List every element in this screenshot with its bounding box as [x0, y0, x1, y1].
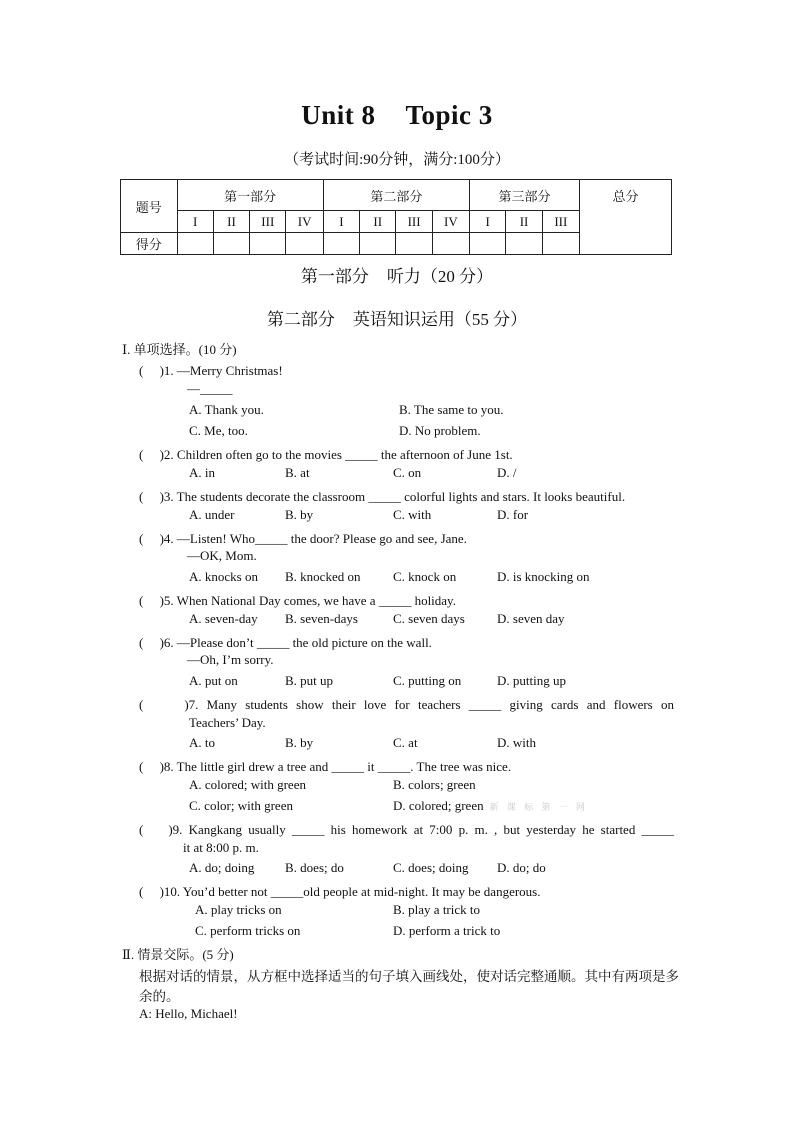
question-8-stem: ( )8. The little girl drew a tree and _____ it _____. The tree was nice. [139, 759, 512, 774]
question-10-option-a: A. play tricks on [195, 902, 282, 917]
part-1-heading: Ⅰ. 单项选择。(10 分) [122, 342, 237, 357]
question-1-option-d: D. No problem. [399, 423, 481, 438]
question-9-option-a: A. do; doing [189, 860, 255, 875]
question-1-line2: —_____ [187, 381, 233, 396]
question-6-stem: ( )6. —Please don’t _____ the old picture on the wall. [139, 635, 432, 650]
question-9-option-b: B. does; do [285, 860, 344, 875]
question-7-option-c: C. at [393, 735, 418, 750]
score-table-part3: 第三部分 [470, 180, 580, 211]
question-6-option-d: D. putting up [497, 673, 566, 688]
question-7-option-d: D. with [497, 735, 536, 750]
score-cell [323, 233, 359, 255]
question-4-option-b: B. knocked on [285, 569, 361, 584]
section-2-title: 英语知识运用（55 分） [352, 310, 528, 329]
score-table-part1: 第一部分 [177, 180, 323, 211]
question-10-option-b: B. play a trick to [393, 902, 481, 917]
score-cell [506, 233, 542, 255]
score-cell [432, 233, 469, 255]
question-8-option-d: D. colored; green [393, 798, 484, 813]
question-8-option-d-row [393, 798, 588, 814]
question-2-stem: ( )2. Children often go to the movies _____ the afternoon of June 1st. [139, 447, 513, 462]
dialogue-line: A: Hello, Michael! [139, 1006, 238, 1021]
question-9-option-c: C. does; doing [393, 860, 469, 875]
exam-info: （考试时间:90分钟，满分:100分） [284, 152, 510, 168]
score-cell [360, 233, 396, 255]
question-7-stem: ( )7. Many students show their love for teachers _____ giving cards and flowers on [139, 697, 674, 712]
score-table-part2: 第二部分 [323, 180, 469, 211]
score-col: II [506, 211, 542, 233]
score-cell [177, 233, 213, 255]
question-4-stem: ( )4. —Listen! Who_____ the door? Please go and see, Jane. [139, 531, 467, 546]
question-9-option-d: D. do; do [497, 860, 546, 875]
question-8-option-b: B. colors; green [393, 777, 476, 792]
question-7-option-b: B. by [285, 735, 314, 750]
question-1-option-b: B. The same to you. [399, 402, 504, 417]
question-3-option-d: D. for [497, 507, 529, 522]
part-2-instruction-line2: 余的。 [139, 989, 180, 1004]
page-title [0, 100, 794, 131]
question-7-line2: Teachers’ Day. [189, 715, 266, 730]
question-6-option-b: B. put up [285, 673, 334, 688]
question-10-option-c: C. perform tricks on [195, 923, 301, 938]
score-table [120, 179, 672, 255]
question-2-option-d: D. / [497, 465, 517, 480]
part-2-instruction-line1: 根据对话的情景，从方框中选择适当的句子填入画线处，使对话完整通顺。其中有两项是多 [139, 969, 679, 984]
question-5-stem: ( )5. When National Day comes, we have a _____ holiday. [139, 593, 456, 608]
title-topic: Topic 3 [405, 100, 493, 130]
score-table-label-tihao: 题号 [121, 180, 178, 233]
score-cell [213, 233, 249, 255]
question-3-stem: ( )3. The students decorate the classroom _____ colorful lights and stars. It looks beautiful. [139, 489, 626, 504]
score-col: IV [286, 211, 323, 233]
question-3-option-b: B. by [285, 507, 314, 522]
score-col: III [250, 211, 286, 233]
score-col: I [470, 211, 506, 233]
score-col: II [213, 211, 249, 233]
question-7-option-a: A. to [189, 735, 215, 750]
question-2-option-b: B. at [285, 465, 310, 480]
section-1-name: 第一部分 [300, 267, 369, 286]
question-5-option-a: A. seven-day [189, 611, 258, 626]
section-2-heading [0, 305, 794, 330]
question-1-option-a: A. Thank you. [189, 402, 264, 417]
question-8-option-c: C. color; with green [189, 798, 293, 813]
question-5-option-b: B. seven-days [285, 611, 358, 626]
score-col: IV [432, 211, 469, 233]
score-col: I [177, 211, 213, 233]
question-5-option-d: D. seven day [497, 611, 565, 626]
section-1-title: 听力（20 分） [386, 267, 494, 286]
question-1-stem: ( )1. —Merry Christmas! [139, 363, 283, 378]
question-6-line2: —Oh, I’m sorry. [187, 652, 274, 667]
score-col: I [323, 211, 359, 233]
question-5-option-c: C. seven days [393, 611, 465, 626]
question-2-option-a: A. in [189, 465, 215, 480]
score-cell [286, 233, 323, 255]
score-table-total: 总分 [580, 180, 672, 255]
score-col: II [360, 211, 396, 233]
score-cell [396, 233, 432, 255]
score-cell [542, 233, 579, 255]
score-table-label-defen: 得分 [121, 233, 178, 255]
question-3-option-a: A. under [189, 507, 235, 522]
question-4-line2: —OK, Mom. [187, 548, 257, 563]
question-10-stem: ( )10. You’d better not _____old people at mid-night. It may be dangerous. [139, 884, 541, 899]
question-3-option-c: C. with [393, 507, 432, 522]
section-1-heading [0, 262, 794, 287]
question-2-option-c: C. on [393, 465, 422, 480]
watermark: 新 课 标 第 一 网 [489, 802, 588, 812]
section-2-name: 第二部分 [266, 310, 335, 329]
score-cell [250, 233, 286, 255]
score-cell [470, 233, 506, 255]
question-8-option-a: A. colored; with green [189, 777, 306, 792]
part-2-heading: Ⅱ. 情景交际。(5 分) [122, 947, 234, 962]
question-9-line2: it at 8:00 p. m. [183, 840, 259, 855]
title-unit: Unit 8 [301, 100, 376, 130]
question-4-option-c: C. knock on [393, 569, 457, 584]
question-9-stem: ( )9. Kangkang usually _____ his homework at 7:00 p. m. , but yesterday he started _____ [139, 822, 674, 837]
question-4-option-a: A. knocks on [189, 569, 258, 584]
score-col: III [542, 211, 579, 233]
question-4-option-d: D. is knocking on [497, 569, 590, 584]
question-1-option-c: C. Me, too. [189, 423, 248, 438]
question-10-option-d: D. perform a trick to [393, 923, 501, 938]
question-6-option-c: C. putting on [393, 673, 462, 688]
score-col: III [396, 211, 432, 233]
question-6-option-a: A. put on [189, 673, 238, 688]
